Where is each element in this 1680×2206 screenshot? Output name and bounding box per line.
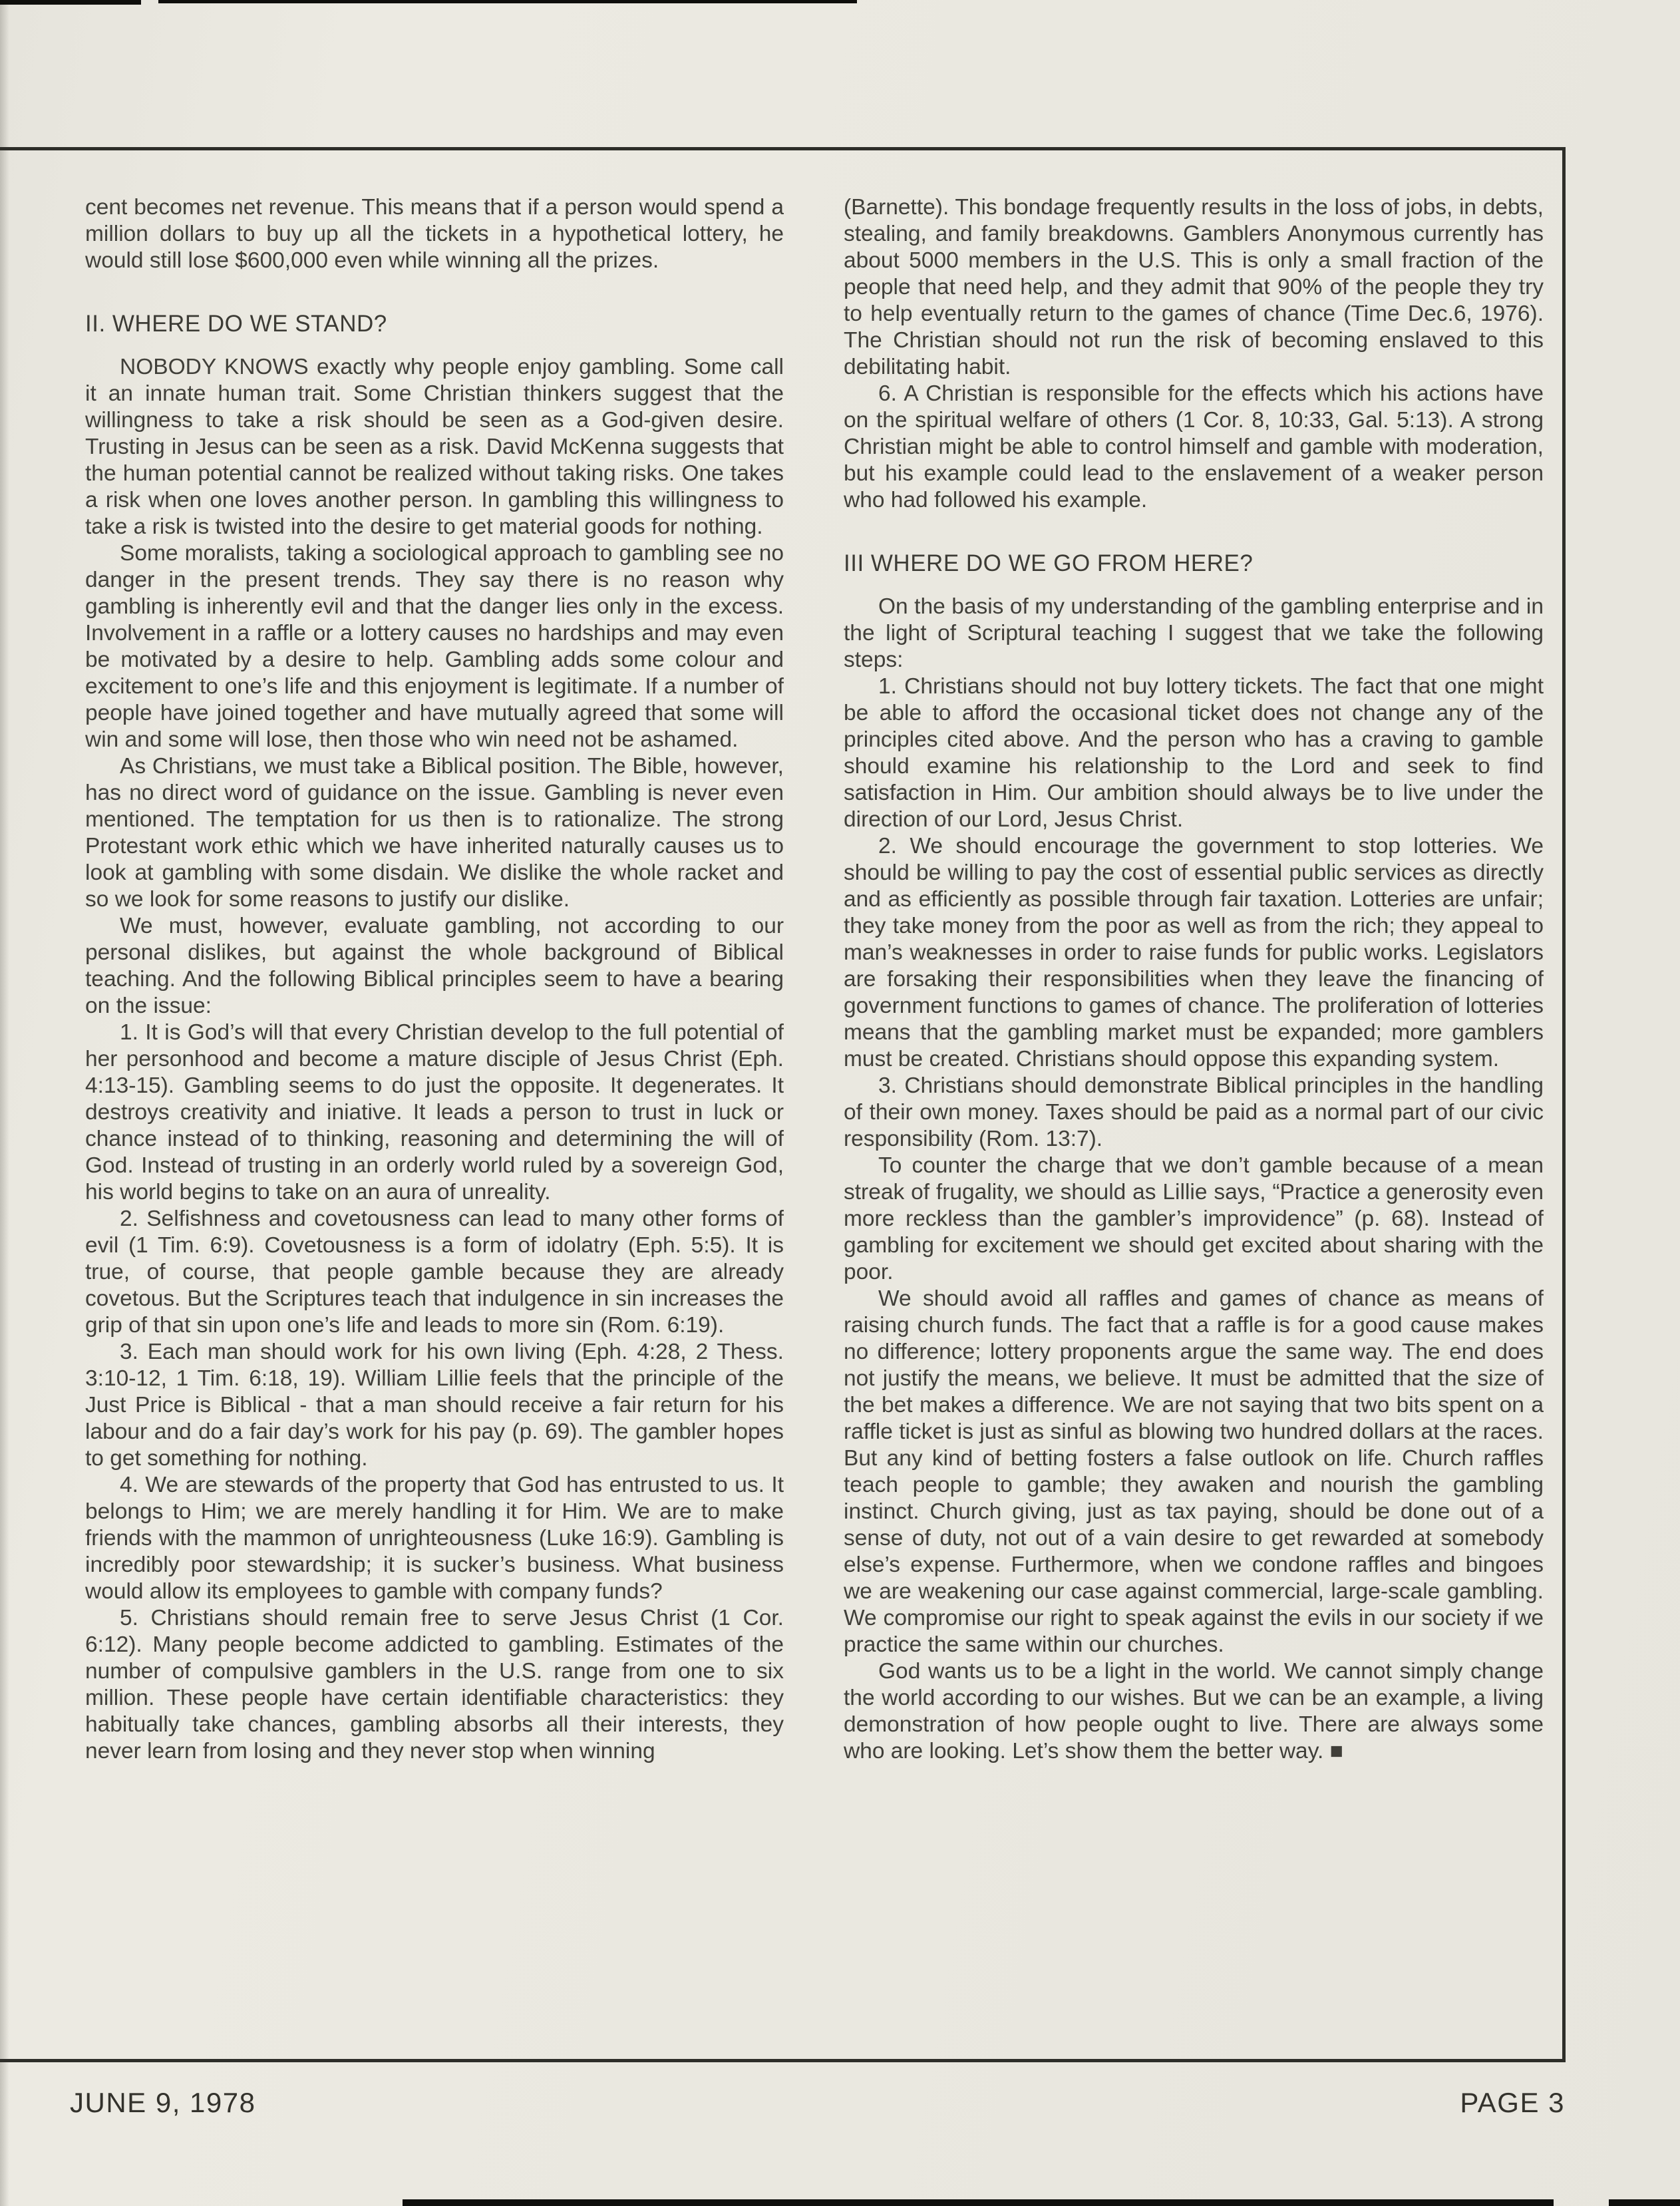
scan-artifact-top [0, 0, 141, 5]
paragraph: We must, however, evaluate gambling, not according to our personal dislikes, but against the whole background of Biblical teaching. And the following Biblical principles seem to have a bearing on the issue: [85, 914, 784, 1018]
paragraph: 1. Christians should not buy lottery tickets. The fact that one might be able to afford the occasional ticket does not change any of the principles cited above. And the person who has a craving to gamble should examine his relationship to the Lord and seek to find satisfaction in Him. Our ambition should always be to live under the direction of our Lord, Jesus Christ. [844, 674, 1544, 832]
section-heading: II. WHERE DO WE STAND? [85, 311, 387, 337]
footer-page-number: PAGE 3 [1460, 2087, 1565, 2118]
scan-artifact-bottom [1609, 2199, 1680, 2206]
scan-artifact-top [158, 0, 857, 3]
paragraph: 3. Each man should work for his own living (Eph. 4:28, 2 Thess. 3:10-12, 1 Tim. 6:18, 19). William Lillie feels that the principle of the Just Price is Biblical - that a man should receive a fair return for his labour and do a fair day’s work for his pay (p. 69). The gambler hopes to get something for nothing. [85, 1340, 784, 1471]
paragraph: 5. Christians should remain free to serve Jesus Christ (1 Cor. 6:12). Many people become addicted to gambling. Estimates of the number of compulsive gamblers in the U.S. range from one to six million. These people have certain identifiable characteristics: they habitually take chances, gambling absorbs all their interests, they never learn from losing and they never stop when winning [85, 1606, 784, 1763]
frame-right-rule [1562, 147, 1566, 2062]
paragraph: 2. Selfishness and covetousness can lead to many other forms of evil (1 Tim. 6:9). Covetousness is a form of idolatry (Eph. 5:5). It is true, of course, that people gamble because they are already covetous. But the Scriptures teach that indulgence in sin increases the grip of that sin upon one’s life and leads to more sin (Rom. 6:19). [85, 1206, 784, 1338]
paragraph: To counter the charge that we don’t gamble because of a mean streak of frugality, we should as Lillie says, “Practice a generosity even more reckless than the gambler’s improvidence” (p. 68). Instead of gambling for excitement we should get excited about sharing with the poor. [844, 1153, 1544, 1284]
paragraph: NOBODY KNOWS exactly why people enjoy gambling. Some call it an innate human trait. Some Christian thinkers suggest that the willingness to take a risk should be seen as a God-given desire. Trusting in Jesus can be seen as a risk. David McKenna suggests that the human potential cannot be realized without taking risks. One takes a risk when one loves another person. In gambling this willingness to take a risk is twisted into the desire to get material goods for nothing. [85, 355, 784, 539]
paragraph: cent becomes net revenue. This means that if a person would spend a million dollars to buy up all the tickets in a hypothetical lottery, he would still lose $600,000 even while winning all the prizes. [85, 195, 784, 273]
paragraph: 6. A Christian is responsible for the effects which his actions have on the spiritual welfare of others (1 Cor. 8, 10:33, Gal. 5:13). A strong Christian might be able to control himself and gamble with moderation, but his example could lead to the enslavement of a weaker person who had followed his example. [844, 381, 1544, 512]
scan-left-edge-shadow [0, 0, 9, 2206]
paragraph: We should avoid all raffles and games of chance as means of raising church funds. The fact that a raffle is for a good cause makes no difference; lottery proponents argue the same way. The end does not justify the means, we believe. It must be admitted that the size of the bet makes a difference. We are not saying that two bits spent on a raffle ticket is just as sinful as blowing two hundred dollars at the races. But any kind of betting fosters a false outlook on life. Church raffles teach people to gamble; they awaken and nourish the gambling instinct. Church giving, just as tax paying, should be done out of a sense of duty, not out of a vain desire to get rewarded at somebody else’s expense. Furthermore, when we condone raffles and bingoes we are weakening our case against commercial, large-scale gambling. We compromise our right to speak against the evils in our society if we practice the same within our churches. [844, 1286, 1544, 1657]
paragraph: 3. Christians should demonstrate Biblical principles in the handling of their own money. Taxes should be paid as a normal part of our civic responsibility (Rom. 13:7). [844, 1073, 1544, 1151]
paragraph: 1. It is God’s will that every Christian develop to the full potential of her personhood and become a mature disciple of Jesus Christ (Eph. 4:13-15). Gambling seems to do just the opposite. It degenerates. It destroys creativity and iniative. It leads a person to trust in luck or chance instead of to thinking, reasoning and determining the will of God. Instead of trusting in an orderly world ruled by a sovereign God, his world begins to take on an aura of unreality. [85, 1020, 784, 1204]
paragraph: 2. We should encourage the government to stop lotteries. We should be willing to pay the cost of essential public services as directly and as efficiently as possible through fair taxation. Lotteries are unfair; they take money from the poor as well as from the rich; they appeal to man’s weaknesses in order to raise funds for public works. Legislators are forsaking their responsibilities when they leave the financing of government functions to games of chance. The proliferation of lotteries means that the gambling market must be expanded; more gamblers must be created. Christians should oppose this expanding system. [844, 834, 1544, 1071]
paragraph: (Barnette). This bondage frequently results in the loss of jobs, in debts, stealing, and family breakdowns. Gamblers Anonymous currently has about 5000 members in the U.S. This is only a small fraction of the people that need help, and they admit that 90% of the people they try to help eventually return to the games of chance (Time Dec.6, 1976). The Christian should not run the risk of becoming enslaved to this debilitating habit. [844, 195, 1544, 379]
left-text-column [85, 194, 784, 2051]
paragraph: 4. We are stewards of the property that God has entrusted to us. It belongs to Him; we are merely handling it for Him. We are to make friends with the mammon of unrighteousness (Luke 16:9). Gambling is incredibly poor stewardship; it is sucker’s business. What business would allow its employees to gamble with company funds? [85, 1473, 784, 1604]
footer-date: JUNE 9, 1978 [70, 2087, 256, 2118]
frame-top-rule [0, 147, 1566, 150]
scan-artifact-bottom [403, 2199, 1554, 2206]
paragraph: Some moralists, taking a sociological approach to gambling see no danger in the present trends. They say there is no reason why gambling is inherently evil and that the danger lies only in the excess. Involvement in a raffle or a lottery causes no hardships and may even be motivated by a desire to help. Gambling adds some colour and excitement to one’s life and this enjoyment is legitimate. If a number of people have joined together and have mutually agreed that some will win and some will lose, then those who win need not be ashamed. [85, 541, 784, 752]
section-heading: III WHERE DO WE GO FROM HERE? [844, 550, 1254, 576]
paragraph: As Christians, we must take a Biblical position. The Bible, however, has no direct word of guidance on the issue. Gambling is never even mentioned. The temptation for us then is to rationalize. The strong Protestant work ethic which we have inherited naturally causes us to look at gambling with some disdain. We dislike the whole racket and so we look for some reasons to justify our dislike. [85, 754, 784, 912]
right-text-column [844, 194, 1544, 2051]
paragraph: God wants us to be a light in the world. We cannot simply change the world according to our wishes. But we can be an example, a living demonstration of how people ought to live. There are always some who are looking. Let’s show them the better way. ■ [844, 1659, 1544, 1763]
footer-divider-rule [0, 2059, 1566, 2062]
paragraph: On the basis of my understanding of the gambling enterprise and in the light of Scriptural teaching I suggest that we take the following steps: [844, 594, 1544, 672]
